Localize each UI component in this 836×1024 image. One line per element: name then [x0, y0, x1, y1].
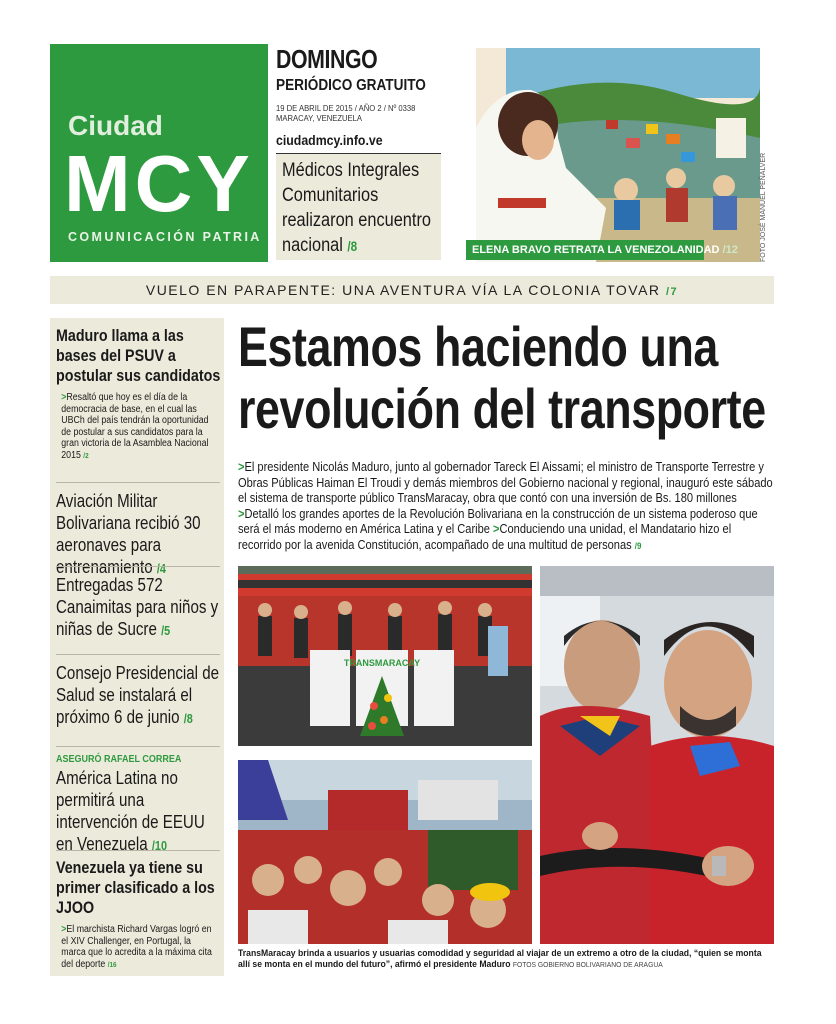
sidebar-item-jjoo[interactable] — [56, 858, 222, 970]
page-ref: /7 — [665, 286, 679, 298]
sidebar-headline: América Latina no permitirá una intervención de EEUU en Venezuela /10 — [56, 768, 205, 854]
edition-subtitle: PERIÓDICO GRATUITO — [276, 77, 426, 94]
lead-part-3: Conduciendo una unidad, el Mandatario hizo el recorrido por la avenida Constitución, acompañado de una multitud de personas — [238, 522, 732, 552]
caption-text: TransMaracay brinda a usuarios y usuarias comodidad y seguridad al viajar de un extremo a otro de la ciudad, “quien se monta allí se monta en el mundo del futuro”, afirmó el presidente Maduro — [238, 948, 762, 970]
photo-credit-main: FOTOS GOBIERNO BOLIVARIANO DE ARAGUA — [512, 960, 663, 969]
page-ref: /12 — [722, 244, 738, 256]
painting-caption[interactable]: ELENA BRAVO RETRATA LA VENEZOLANIDAD /12 — [466, 240, 704, 260]
photo-credit: FOTO JOSÉ MANUEL PEÑALVER — [760, 152, 767, 262]
sidebar-summary: >El marchista Richard Vargas logró en el XIV Challenger, en Portugal, la marca que lo acredita a la máxima cita del deporte /16 — [61, 924, 212, 970]
lead-part-1: El presidente Nicolás Maduro, junto al gobernador Tareck El Aissami; el ministro de Transporte Terrestre y Obras Públicas Haiman El Troudi y demás miembros del Gobierno nacional y regional, inauguró este sábado el sistema de transporte público TransMaracay, obra que contó con una inversión de Bs. 180 millones — [238, 460, 773, 505]
sidebar-headline: Consejo Presidencial de Salud se instalará el próximo 6 de junio /8 — [56, 663, 220, 727]
sidebar-kicker: ASEGURÓ RAFAEL CORREA — [56, 754, 182, 765]
teaser-text: Médicos Integrales Comunitarios realizaron encuentro nacional /8 — [282, 160, 431, 256]
edition-date: 19 DE ABRIL DE 2015 / AÑO 2 / Nº 0338 — [276, 103, 416, 113]
sidebar-item-correa[interactable] — [56, 754, 222, 857]
masthead-logo — [50, 44, 268, 262]
divider — [56, 482, 220, 483]
site-url[interactable]: ciudadmcy.info.ve — [276, 132, 383, 148]
sidebar-item-psuv[interactable] — [56, 326, 222, 461]
banner-text: VUELO EN PARAPENTE: UNA AVENTURA VÍA LA COLONIA TOVAR — [145, 282, 661, 298]
edition-day: DOMINGO — [276, 44, 378, 74]
sidebar-headline: Venezuela ya tiene su primer clasificado a los JJOO — [56, 858, 215, 917]
banner-parapente[interactable] — [50, 276, 774, 304]
sidebar-headline: Entregadas 572 Canaimitas para niños y niñas de Sucre /5 — [56, 575, 219, 639]
photo-inauguration-scene — [238, 566, 532, 746]
podium-sign: TRANSMARACAY — [343, 658, 421, 668]
divider — [56, 850, 220, 851]
logo-ciudad: Ciudad — [68, 110, 163, 141]
teaser-medicos[interactable] — [276, 154, 441, 260]
sidebar-item-consejo[interactable] — [56, 662, 222, 730]
photo-driving-scene — [540, 566, 774, 944]
logo-tagline: COMUNICACIÓN PATRIA — [68, 230, 262, 244]
divider — [56, 746, 220, 747]
painting-photo — [476, 48, 760, 262]
photo-president-driving — [540, 566, 774, 944]
edition-info — [276, 44, 446, 154]
sidebar-item-canaimitas[interactable] — [56, 574, 222, 642]
main-lead: >El presidente Nicolás Maduro, junto al gobernador Tareck El Aissami; el ministro de Transporte Terrestre y Obras Públicas Haiman El Troudi y demás miembros del Gobierno nacional y regional, inauguró este sábado el sistema de transporte público TransMaracay, obra que contó con una inversión de Bs. 180 millones >Detalló los grandes aportes de la Revolución Bolivariana en la construcción de un sistema poderoso que será el más moderno en América Latina y el Caribe >Conduciendo una unidad, el Mandatario hizo el recorrido por la avenida Constitución, acompañado de una multitud de personas /9 — [238, 460, 773, 552]
divider — [56, 566, 220, 567]
page-ref: /9 — [634, 540, 642, 551]
painting-illustration — [476, 48, 760, 262]
sidebar-summary: >Resaltó que hoy es el día de la democracia de base, en el cual las UBCh del país tendrán la oportunidad de postular a sus candidatos para la gran victoria de la Asamblea Nacional 2015 /2 — [61, 392, 209, 461]
divider — [56, 654, 220, 655]
main-headline[interactable]: Estamos haciendo una revolución del transporte — [238, 315, 766, 440]
logo-mcy: MCY — [64, 139, 254, 228]
photo-crowd — [238, 760, 532, 944]
sidebar-headline: Aviación Militar Bolivariana recibió 30 aeronaves para entrenamiento /4 — [56, 491, 201, 577]
lead-part-2: Detalló los grandes aportes de la Revolución Bolivariana en la construcción de un sistema poderoso que será el más moderno en América Latina y el Caribe — [238, 506, 758, 536]
photo-inauguration — [238, 566, 532, 746]
sidebar-headline: Maduro llama a las bases del PSUV a postular sus candidatos — [56, 326, 221, 385]
photo-crowd-scene — [238, 760, 532, 944]
photo-caption — [238, 948, 774, 970]
page-ref: /8 — [347, 239, 358, 254]
sidebar — [50, 318, 224, 976]
edition-place: MARACAY, VENEZUELA — [276, 113, 363, 123]
